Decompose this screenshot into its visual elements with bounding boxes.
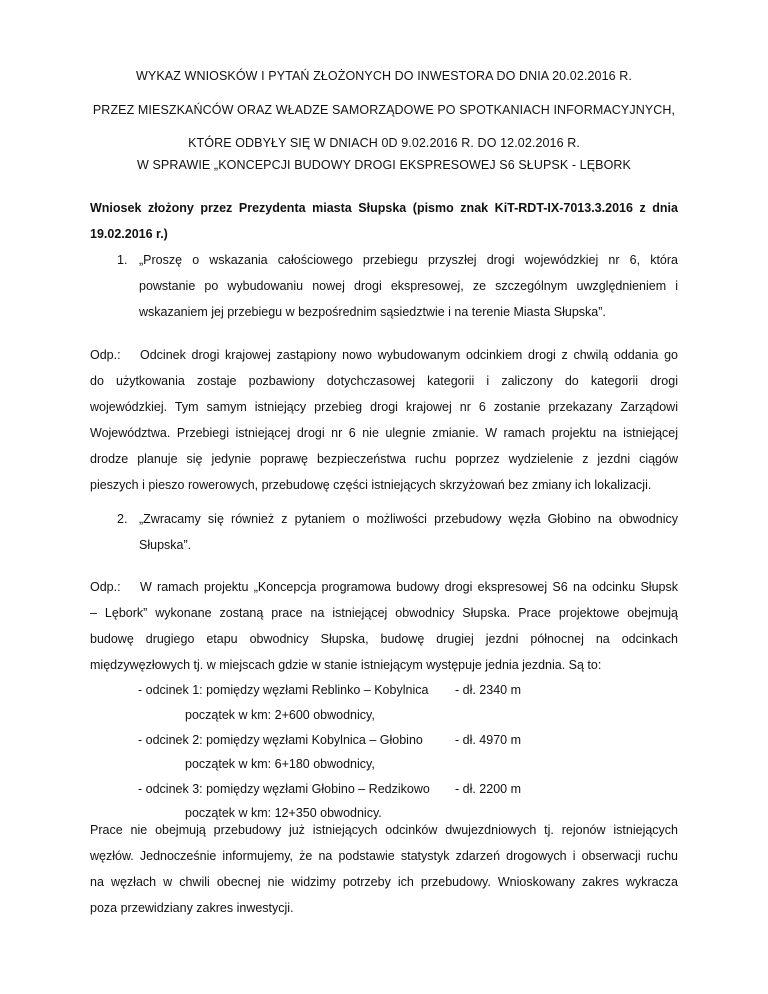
conclusion-line-4: poza przewidziany zakres inwestycji. <box>90 901 294 915</box>
conclusion-line-1: Prace nie obejmują przebudowy już istniejących odcinków dwujezdniowych tj. rejonów istniejących <box>90 823 678 837</box>
segment-3-length: - dł. 2200 m <box>455 782 522 796</box>
answer-1-line-1: Odcinek drogi krajowej zastąpiony nowo wybudowanym odcinkiem drogi z chwilą oddania go <box>140 348 678 362</box>
header-line-2: PRZEZ MIESZKAŃCÓW ORAZ WŁADZE SAMORZĄDOWE PO SPOTKANIACH INFORMACYJNYCH, <box>92 103 676 117</box>
segment-1-start: początek w km: 2+600 obwodnicy, <box>185 708 375 722</box>
item-2-line-1: „Zwracamy się również z pytaniem o możliwości przebudowy węzła Głobino na obwodnicy <box>139 512 678 526</box>
segment-3-start: początek w km: 12+350 obwodnicy. <box>185 806 382 820</box>
item-2-number: 2. <box>117 512 128 526</box>
header-line-4: W SPRAWIE „KONCEPCJI BUDOWY DROGI EKSPRESOWEJ S6 SŁUPSK - LĘBORK <box>137 158 631 172</box>
segment-2-length: - dł. 4970 m <box>455 733 522 747</box>
segment-2-label: - odcinek 2: pomiędzy węzłami Kobylnica – Głobino <box>138 733 423 747</box>
item-1-line-1: „Proszę o wskazania całościowego przebiegu przyszłej drogi wojewódzkiej nr 6, która <box>139 253 678 267</box>
item-1-number: 1. <box>117 253 128 267</box>
item-1-line-3: wskazaniem jej przebiegu w bezpośrednim sąsiedztwie i na terenie Miasta Słupska”. <box>139 305 606 319</box>
item-1-line-2: powstanie po wybudowaniu nowej drogi ekspresowej, ze szczególnym uwzględnieniem i <box>139 279 678 293</box>
header-line-3: KTÓRE ODBYŁY SIĘ W DNIACH 0D 9.02.2016 R. DO 12.02.2016 R. <box>188 136 580 150</box>
conclusion-line-3: na węzłach w chwili obecnej nie widzimy potrzeby ich przebudowy. Wnioskowany zakres wykracza <box>90 875 678 889</box>
answer-2-line-1: W ramach projektu „Koncepcja programowa budowy drogi ekspresowej S6 na odcinku Słupsk <box>140 580 678 594</box>
answer-1-line-5: drodze planuje się jedynie poprawę bezpieczeństwa ruchu poprzez wydzielenie z jezdni ciągów <box>90 452 678 466</box>
answer-1-label: Odp.: <box>90 348 121 362</box>
answer-2-label: Odp.: <box>90 580 121 594</box>
answer-1-line-6: pieszych i pieszo rowerowych, przebudowę części istniejących skrzyżowań bez zmiany ich lokalizacji. <box>90 478 652 492</box>
answer-2-line-4: międzywęzłowych tj. w miejscach gdzie w stanie istniejącym występuje jednia jezdnia. Są to: <box>90 658 602 672</box>
segment-2-start: początek w km: 6+180 obwodnicy, <box>185 757 375 771</box>
segment-3-label: - odcinek 3: pomiędzy węzłami Głobino – Redzikowo <box>138 782 430 796</box>
item-2-line-2: Słupska”. <box>139 538 192 552</box>
header-line-1: WYKAZ WNIOSKÓW I PYTAŃ ZŁOŻONYCH DO INWESTORA DO DNIA 20.02.2016 R. <box>136 69 632 83</box>
answer-2-line-3: budowę drugiego etapu obwodnicy Słupska, budowę drugiej jezdni północnej na odcinkach <box>90 632 678 646</box>
conclusion-line-2: węzłów. Jednocześnie informujemy, że na podstawie statystyk zdarzeń drogowych i obserwacji ruchu <box>90 849 678 863</box>
answer-1-line-3: wojewódzkiej. Tym samym istniejący przebieg drogi krajowej nr 6 zostanie przekazany Zarządowi <box>90 400 678 414</box>
answer-2-line-2: – Lębork” wykonane zostaną prace na istniejącej obwodnicy Słupska. Prace projektowe obejmują <box>90 606 678 620</box>
request-title-line-2: 19.02.2016 r.) <box>90 227 168 241</box>
request-title-line-1: Wniosek złożony przez Prezydenta miasta Słupska (pismo znak KiT-RDT-IX-7013.3.2016 z dnia <box>90 201 678 215</box>
segment-1-label: - odcinek 1: pomiędzy węzłami Reblinko – Kobylnica <box>138 683 429 697</box>
answer-1-line-4: Województwa. Przebiegi istniejącej drogi nr 6 nie ulegnie zmianie. W ramach projektu na istniejącej <box>90 426 678 440</box>
answer-1-line-2: do użytkowania zostaje pozbawiony dotychczasowej kategorii i zaliczony do kategorii drogi <box>90 374 678 388</box>
segment-1-length: - dł. 2340 m <box>455 683 522 697</box>
